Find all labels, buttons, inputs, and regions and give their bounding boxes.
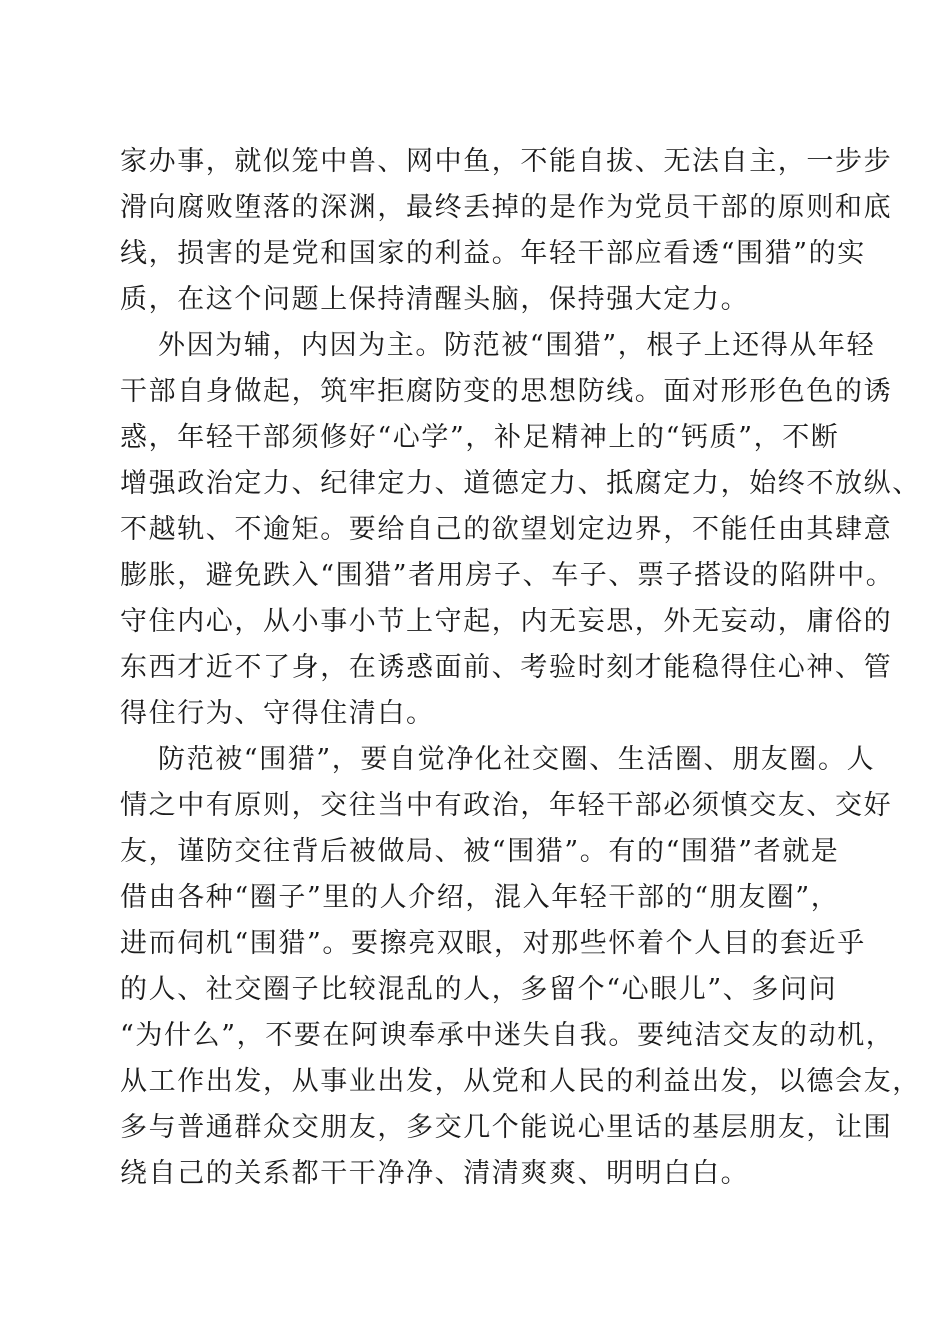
text-line: 的人、社交圈子比较混乱的人，多留个“心眼儿”、多问问 — [120, 974, 838, 1005]
text-line: 惑，年轻干部须修好“心学”，补足精神上的“钙质”，不断 — [120, 422, 840, 453]
text-line: 友，谨防交往背后被做局、被“围猎”。有的“围猎”者就是 — [120, 836, 840, 867]
text-line: 质，在这个问题上保持清醒头脑，保持强大定力。 — [120, 284, 750, 315]
text-line: 守住内心，从小事小节上守起，内无妄思，外无妄动，庸俗的 — [120, 606, 893, 637]
text-line: 从工作出发，从事业出发，从党和人民的利益出发，以德会友， — [120, 1066, 921, 1097]
text-line: 线，损害的是党和国家的利益。年轻干部应看透“围猎”的实 — [120, 238, 866, 269]
text-line: 情之中有原则，交往当中有政治，年轻干部必须慎交友、交好 — [120, 790, 893, 821]
text-line: 增强政治定力、纪律定力、道德定力、抵腐定力，始终不放纵、 — [120, 468, 921, 499]
text-line: 借由各种“圈子”里的人介绍，混入年轻干部的“朋友圈”， — [120, 882, 840, 913]
text-line: 干部自身做起，筑牢拒腐防变的思想防线。面对形形色色的诱 — [120, 376, 893, 407]
text-line: 家办事，就似笼中兽、网中鱼，不能自拔、无法自主，一步步 — [120, 146, 893, 177]
text-line: 东西才近不了身，在诱惑面前、考验时刻才能稳得住心神、管 — [120, 652, 893, 683]
document-body — [120, 139, 921, 1197]
text-line: 外因为辅，内因为主。防范被“围猎”，根子上还得从年轻 — [158, 330, 876, 361]
text-line: 膨胀，避免跌入“围猎”者用房子、车子、票子搭设的陷阱中。 — [120, 560, 895, 591]
text-line: 绕自己的关系都干干净净、清清爽爽、明明白白。 — [120, 1158, 750, 1189]
text-line: 不越轨、不逾矩。要给自己的欲望划定边界，不能任由其肆意 — [120, 514, 893, 545]
text-line: “为什么”，不要在阿谀奉承中迷失自我。要纯洁交友的动机， — [120, 1020, 895, 1051]
text-line: 滑向腐败堕落的深渊，最终丢掉的是作为党员干部的原则和底 — [120, 192, 893, 223]
paragraph-1 — [120, 139, 893, 323]
text-line: 得住行为、守得住清白。 — [120, 698, 435, 729]
text-line: 多与普通群众交朋友，多交几个能说心里话的基层朋友，让围 — [120, 1112, 893, 1143]
paragraph-2 — [120, 323, 921, 737]
text-line: 防范被“围猎”，要自觉净化社交圈、生活圈、朋友圈。人 — [158, 744, 876, 775]
paragraph-3 — [120, 737, 921, 1197]
text-line: 进而伺机“围猎”。要擦亮双眼，对那些怀着个人目的套近乎 — [120, 928, 866, 959]
